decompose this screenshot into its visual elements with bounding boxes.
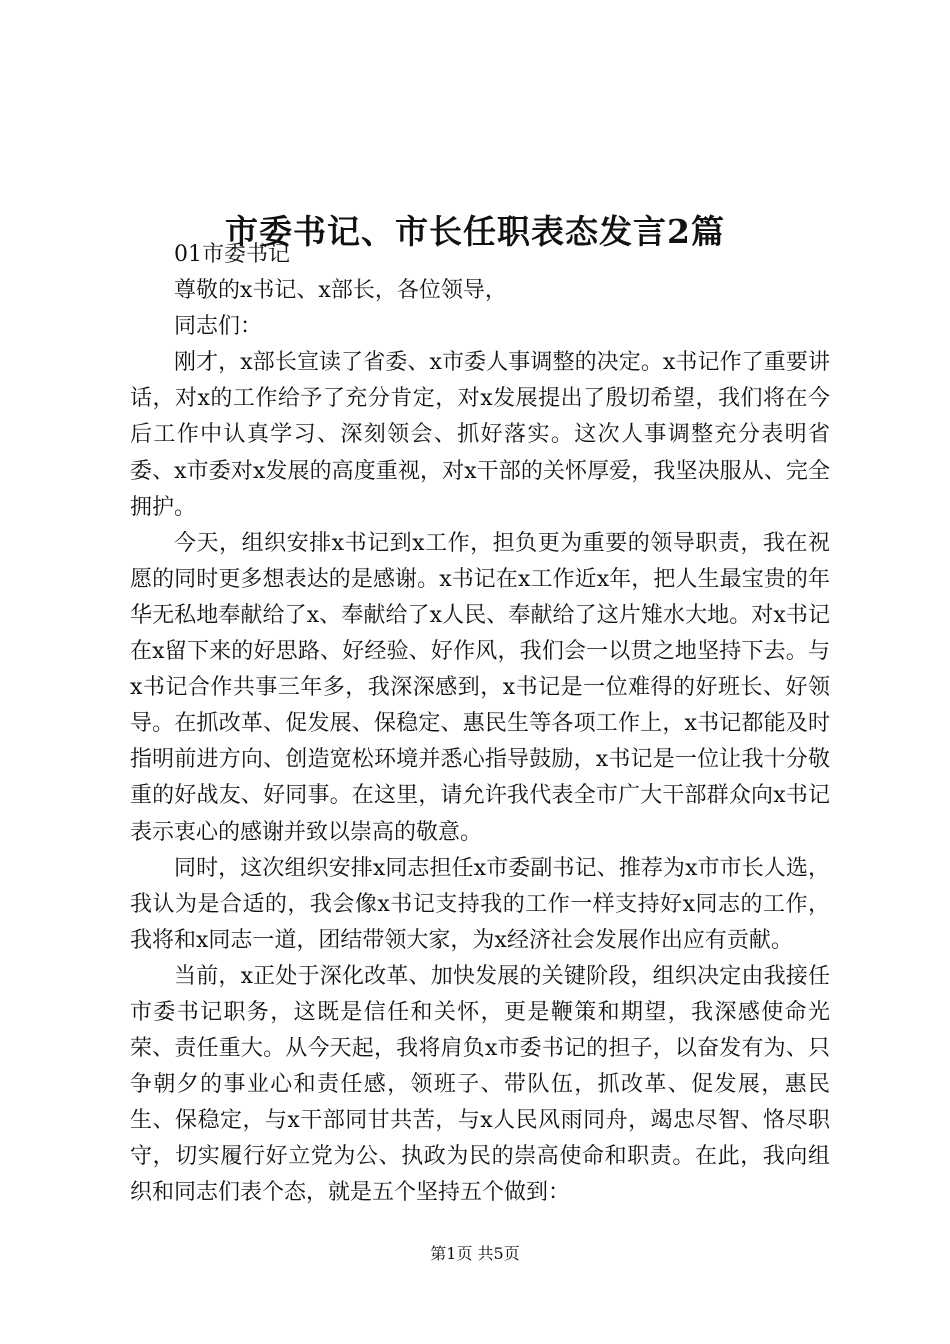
salutation: 尊敬的x书记、x部长，各位领导， (174, 278, 507, 304)
document-body (130, 237, 830, 1212)
document-title: 市委书记、市长任职表态发言2篇 (225, 212, 725, 252)
section-heading: 01市委书记 (174, 242, 290, 267)
body-paragraph: 当前，x正处于深化改革、加快发展的关键阶段，组织决定由我接任市委书记职务，这既是信任和关怀，更是鞭策和期望，我深感使命光荣、责任重大。从今天起，我将肩负x市委书记的担子，以奋发有为、只争朝夕的事业心和责任感，领班子、带队伍，抓改革、促发展，惠民生、保稳定，与x干部同甘共苦，与x人民风雨同舟，竭忠尽智、恪尽职守，切实履行好立党为公、执政为民的崇高使命和职责。在此，我向组织和同志们表个态，就是五个坚持五个做到： (130, 963, 830, 1206)
page-number-footer: 第1页 共5页 (430, 1244, 520, 1263)
body-paragraph: 刚才，x部长宣读了省委、x市委人事调整的决定。x书记作了重要讲话，对x的工作给予了充分肯定，对x发展提出了殷切希望，我们将在今后工作中认真学习、深刻领会、抓好落实。这次人事调整充分表明省委、x市委对x发展的高度重视，对x干部的关怀厚爱，我坚决服从、完全拥护。 (130, 350, 830, 520)
salutation-continued: 同志们： (174, 314, 263, 340)
body-paragraph: 同时，这次组织安排x同志担任x市委副书记、推荐为x市市长人选，我认为是合适的，我会像x书记支持我的工作一样支持好x同志的工作，我将和x同志一道，团结带领大家，为x经济社会发展作出应有贡献。 (130, 855, 830, 953)
body-paragraph: 今天，组织安排x书记到x工作，担负更为重要的领导职责，我在祝愿的同时更多想表达的是感谢。x书记在x工作近x年，把人生最宝贵的年华无私地奉献给了x、奉献给了x人民、奉献给了这片雉水大地。对x书记在x留下来的好思路、好经验、好作风，我们会一以贯之地坚持下去。与x书记合作共事三年多，我深深感到，x书记是一位难得的好班长、好领导。在抓改革、促发展、保稳定、惠民生等各项工作上，x书记都能及时指明前进方向、创造宽松环境并悉心指导鼓励，x书记是一位让我十分敬重的好战友、好同事。在这里，请允许我代表全市广大干部群众向x书记表示衷心的感谢并致以崇高的敬意。 (130, 530, 830, 845)
